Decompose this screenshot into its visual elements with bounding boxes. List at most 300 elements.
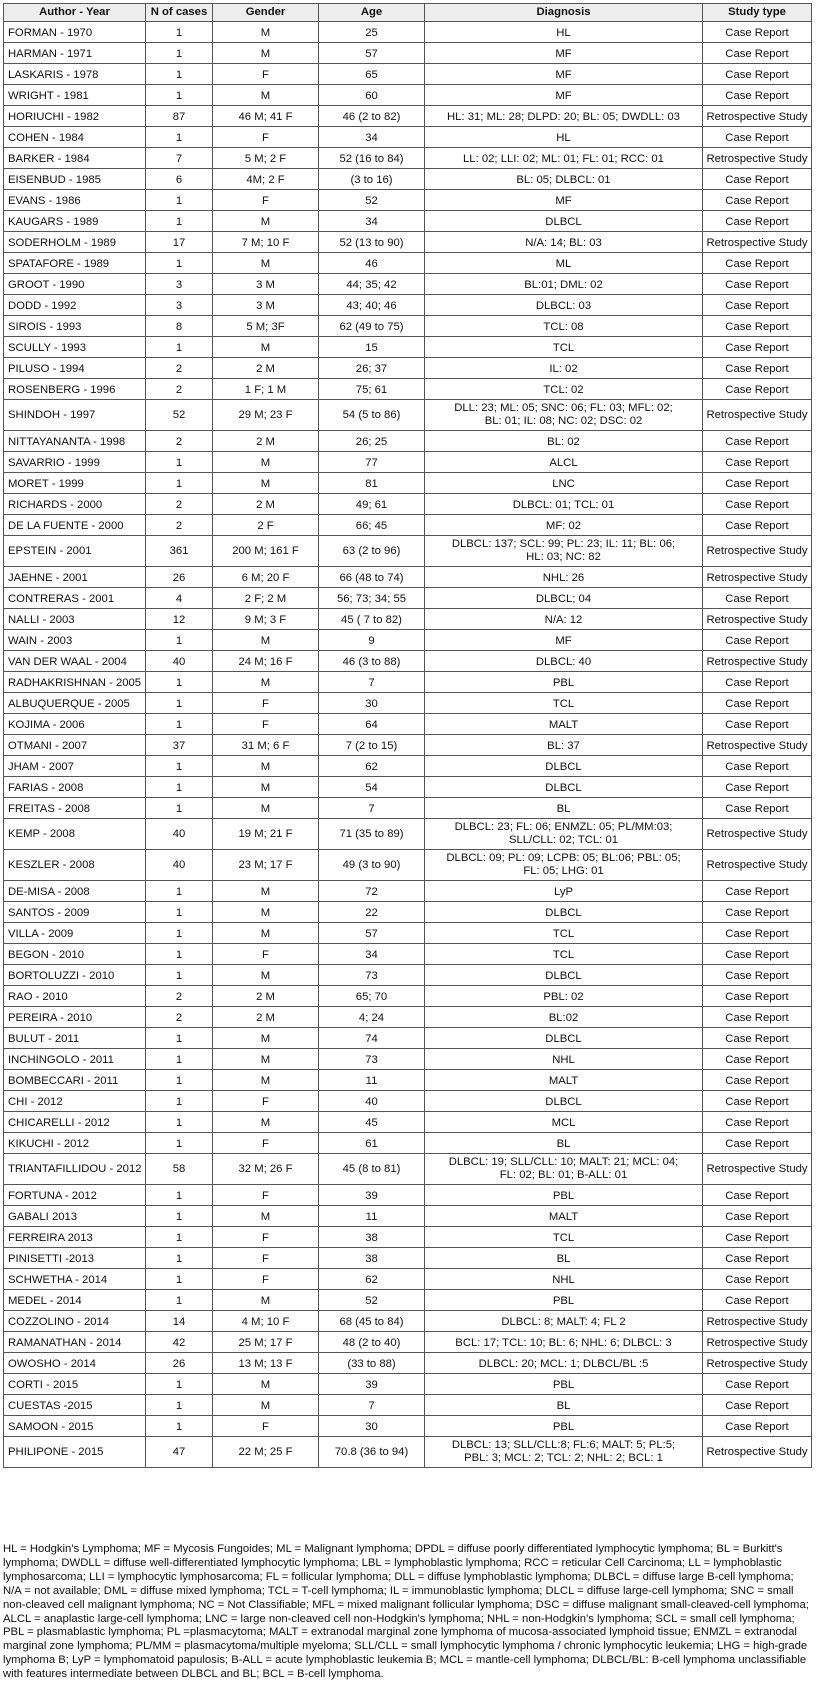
- cell-age: 54 (5 to 86): [319, 400, 425, 431]
- cell-study-type: Case Report: [703, 1070, 812, 1091]
- cell-age: 39: [319, 1185, 425, 1206]
- cell-gender: 4 M; 10 F: [213, 1311, 319, 1332]
- cell-study-type: Case Report: [703, 986, 812, 1007]
- cell-study-type: Case Report: [703, 473, 812, 494]
- cell-age: 25: [319, 22, 425, 43]
- cell-age: 38: [319, 1248, 425, 1269]
- cell-gender: M: [213, 881, 319, 902]
- cell-gender: F: [213, 1091, 319, 1112]
- table-row: [4, 473, 812, 494]
- cell-gender: M: [213, 756, 319, 777]
- cell-age: 39: [319, 1374, 425, 1395]
- table-row: [4, 1028, 812, 1049]
- cell-study-type: Case Report: [703, 43, 812, 64]
- cell-diagnosis: TCL: [425, 944, 703, 965]
- cell-study-type: Retrospective Study: [703, 1353, 812, 1374]
- cell-age: 45: [319, 1112, 425, 1133]
- cell-n-of-cases: 1: [146, 1091, 213, 1112]
- cell-author-year: BEGON - 2010: [4, 944, 146, 965]
- cell-n-of-cases: 40: [146, 850, 213, 881]
- cell-n-of-cases: 1: [146, 1049, 213, 1070]
- table-row: [4, 211, 812, 232]
- cell-study-type: Case Report: [703, 22, 812, 43]
- cell-n-of-cases: 2: [146, 1007, 213, 1028]
- cell-diagnosis: N/A: 12: [425, 609, 703, 630]
- cell-n-of-cases: 2: [146, 986, 213, 1007]
- cell-author-year: COHEN - 1984: [4, 127, 146, 148]
- cell-author-year: KIKUCHI - 2012: [4, 1133, 146, 1154]
- cell-n-of-cases: 1: [146, 630, 213, 651]
- cell-study-type: Retrospective Study: [703, 850, 812, 881]
- cell-diagnosis: MALT: [425, 714, 703, 735]
- cell-age: 34: [319, 211, 425, 232]
- cell-age: 48 (2 to 40): [319, 1332, 425, 1353]
- cell-gender: M: [213, 630, 319, 651]
- cell-author-year: SHINDOH - 1997: [4, 400, 146, 431]
- cell-n-of-cases: 6: [146, 169, 213, 190]
- cell-author-year: BORTOLUZZI - 2010: [4, 965, 146, 986]
- cell-age: 65; 70: [319, 986, 425, 1007]
- table-row: [4, 965, 812, 986]
- cell-n-of-cases: 52: [146, 400, 213, 431]
- header-study-type: Study type: [703, 4, 812, 22]
- cell-diagnosis: NHL: 26: [425, 567, 703, 588]
- cell-diagnosis: DLBCL: 13; SLL/CLL:8; FL:6; MALT: 5; PL:5; PBL: 3; MCL: 2; TCL: 2; NHL: 2; BCL: 1: [425, 1437, 703, 1468]
- cell-n-of-cases: 1: [146, 1185, 213, 1206]
- cell-n-of-cases: 1: [146, 127, 213, 148]
- cell-n-of-cases: 1: [146, 944, 213, 965]
- cell-study-type: Case Report: [703, 452, 812, 473]
- cell-study-type: Retrospective Study: [703, 232, 812, 253]
- cell-diagnosis: LL: 02; LLI: 02; ML: 01; FL: 01; RCC: 01: [425, 148, 703, 169]
- cell-gender: 2 F: [213, 515, 319, 536]
- cell-n-of-cases: 87: [146, 106, 213, 127]
- cell-gender: M: [213, 85, 319, 106]
- cell-author-year: OTMANI - 2007: [4, 735, 146, 756]
- cell-gender: M: [213, 1070, 319, 1091]
- cell-author-year: RICHARDS - 2000: [4, 494, 146, 515]
- cell-n-of-cases: 3: [146, 274, 213, 295]
- cell-diagnosis: PBL: [425, 1185, 703, 1206]
- cell-study-type: Case Report: [703, 358, 812, 379]
- cell-n-of-cases: 1: [146, 64, 213, 85]
- cell-diagnosis: DLBCL: [425, 965, 703, 986]
- cell-diagnosis: HL: 31; ML: 28; DLPD: 20; BL: 05; DWDLL: 03: [425, 106, 703, 127]
- cell-study-type: Retrospective Study: [703, 819, 812, 850]
- cell-age: 38: [319, 1227, 425, 1248]
- cell-diagnosis: DLBCL: [425, 1028, 703, 1049]
- table-row: [4, 1248, 812, 1269]
- cell-gender: F: [213, 714, 319, 735]
- cell-study-type: Case Report: [703, 85, 812, 106]
- cell-age: 30: [319, 1416, 425, 1437]
- cell-study-type: Case Report: [703, 965, 812, 986]
- cell-diagnosis: PBL: 02: [425, 986, 703, 1007]
- table-row: [4, 1133, 812, 1154]
- cell-author-year: FERREIRA 2013: [4, 1227, 146, 1248]
- cell-age: 4; 24: [319, 1007, 425, 1028]
- cell-gender: 23 M; 17 F: [213, 850, 319, 881]
- cell-study-type: Case Report: [703, 211, 812, 232]
- cell-study-type: Retrospective Study: [703, 1311, 812, 1332]
- cell-diagnosis: MALT: [425, 1070, 703, 1091]
- cell-author-year: JHAM - 2007: [4, 756, 146, 777]
- cell-study-type: Case Report: [703, 672, 812, 693]
- cell-diagnosis: NHL: [425, 1049, 703, 1070]
- cell-study-type: Case Report: [703, 1049, 812, 1070]
- table-row: [4, 1290, 812, 1311]
- table-row: [4, 295, 812, 316]
- cell-n-of-cases: 1: [146, 1269, 213, 1290]
- cell-author-year: WRIGHT - 1981: [4, 85, 146, 106]
- cell-age: 52: [319, 1290, 425, 1311]
- cell-gender: F: [213, 64, 319, 85]
- cell-diagnosis: ML: [425, 253, 703, 274]
- cell-diagnosis: PBL: [425, 1416, 703, 1437]
- cell-author-year: PEREIRA - 2010: [4, 1007, 146, 1028]
- cell-author-year: JAEHNE - 2001: [4, 567, 146, 588]
- cell-age: 52 (13 to 90): [319, 232, 425, 253]
- cell-n-of-cases: 1: [146, 452, 213, 473]
- cell-gender: 29 M; 23 F: [213, 400, 319, 431]
- cell-gender: M: [213, 965, 319, 986]
- table-row: [4, 148, 812, 169]
- cell-age: 7: [319, 672, 425, 693]
- cell-author-year: TRIANTAFILLIDOU - 2012: [4, 1154, 146, 1185]
- cell-age: 73: [319, 1049, 425, 1070]
- cell-gender: F: [213, 127, 319, 148]
- table-row: [4, 400, 812, 431]
- cell-author-year: DE LA FUENTE - 2000: [4, 515, 146, 536]
- cell-n-of-cases: 17: [146, 232, 213, 253]
- cell-age: (3 to 16): [319, 169, 425, 190]
- table-row: [4, 798, 812, 819]
- cell-gender: F: [213, 1133, 319, 1154]
- cell-n-of-cases: 1: [146, 965, 213, 986]
- cell-study-type: Retrospective Study: [703, 1332, 812, 1353]
- cell-author-year: KAUGARS - 1989: [4, 211, 146, 232]
- cell-author-year: PHILIPONE - 2015: [4, 1437, 146, 1468]
- cell-author-year: FORTUNA - 2012: [4, 1185, 146, 1206]
- cell-study-type: Case Report: [703, 944, 812, 965]
- table-row: [4, 1070, 812, 1091]
- cell-n-of-cases: 26: [146, 1353, 213, 1374]
- cell-diagnosis: MF: [425, 64, 703, 85]
- table-row: [4, 609, 812, 630]
- header-author-year: Author - Year: [4, 4, 146, 22]
- cell-gender: 2 F; 2 M: [213, 588, 319, 609]
- cell-age: 34: [319, 944, 425, 965]
- cell-study-type: Case Report: [703, 274, 812, 295]
- cell-author-year: ALBUQUERQUE - 2005: [4, 693, 146, 714]
- cell-gender: 19 M; 21 F: [213, 819, 319, 850]
- table-row: [4, 1206, 812, 1227]
- table-row: [4, 379, 812, 400]
- cell-n-of-cases: 1: [146, 1028, 213, 1049]
- cell-gender: 3 M: [213, 295, 319, 316]
- cell-author-year: ROSENBERG - 1996: [4, 379, 146, 400]
- cell-study-type: Case Report: [703, 588, 812, 609]
- cell-diagnosis: DLBCL: [425, 756, 703, 777]
- cell-n-of-cases: 12: [146, 609, 213, 630]
- cell-gender: M: [213, 1395, 319, 1416]
- cell-author-year: OWOSHO - 2014: [4, 1353, 146, 1374]
- cell-study-type: Case Report: [703, 1206, 812, 1227]
- cell-age: 46 (3 to 88): [319, 651, 425, 672]
- cell-gender: 9 M; 3 F: [213, 609, 319, 630]
- cell-age: 74: [319, 1028, 425, 1049]
- cell-author-year: FORMAN - 1970: [4, 22, 146, 43]
- cell-diagnosis: MF: [425, 630, 703, 651]
- cell-study-type: Case Report: [703, 1133, 812, 1154]
- cell-gender: 32 M; 26 F: [213, 1154, 319, 1185]
- cell-age: 11: [319, 1206, 425, 1227]
- cell-study-type: Case Report: [703, 1007, 812, 1028]
- cell-diagnosis: BL:01; DML: 02: [425, 274, 703, 295]
- table-row: [4, 567, 812, 588]
- cell-age: 66 (48 to 74): [319, 567, 425, 588]
- cell-age: 46 (2 to 82): [319, 106, 425, 127]
- table-row: [4, 1185, 812, 1206]
- table-row: [4, 494, 812, 515]
- cell-n-of-cases: 1: [146, 714, 213, 735]
- table-row: [4, 337, 812, 358]
- cell-study-type: Case Report: [703, 316, 812, 337]
- cell-diagnosis: BCL: 17; TCL: 10; BL: 6; NHL: 6; DLBCL: 3: [425, 1332, 703, 1353]
- table-row: [4, 169, 812, 190]
- cell-age: 11: [319, 1070, 425, 1091]
- cell-n-of-cases: 1: [146, 881, 213, 902]
- cell-study-type: Case Report: [703, 902, 812, 923]
- cell-author-year: SAVARRIO - 1999: [4, 452, 146, 473]
- cell-study-type: Case Report: [703, 798, 812, 819]
- table-row: [4, 1112, 812, 1133]
- cell-n-of-cases: 1: [146, 253, 213, 274]
- cell-gender: M: [213, 337, 319, 358]
- cell-diagnosis: DLBCL: [425, 1091, 703, 1112]
- cell-study-type: Retrospective Study: [703, 1437, 812, 1468]
- cell-diagnosis: IL: 02: [425, 358, 703, 379]
- header-gender: Gender: [213, 4, 319, 22]
- cell-n-of-cases: 2: [146, 379, 213, 400]
- cell-gender: M: [213, 22, 319, 43]
- cell-n-of-cases: 58: [146, 1154, 213, 1185]
- cell-diagnosis: MCL: [425, 1112, 703, 1133]
- cell-gender: F: [213, 1227, 319, 1248]
- table-row: [4, 881, 812, 902]
- table-row: [4, 819, 812, 850]
- cell-study-type: Retrospective Study: [703, 651, 812, 672]
- table-row: [4, 515, 812, 536]
- cell-gender: 24 M; 16 F: [213, 651, 319, 672]
- table-body: [4, 22, 812, 1468]
- cell-gender: M: [213, 923, 319, 944]
- cell-author-year: SIROIS - 1993: [4, 316, 146, 337]
- header-diagnosis: Diagnosis: [425, 4, 703, 22]
- cell-gender: M: [213, 777, 319, 798]
- cell-diagnosis: HL: [425, 127, 703, 148]
- cell-diagnosis: NHL: [425, 1269, 703, 1290]
- cell-study-type: Case Report: [703, 190, 812, 211]
- table-row: [4, 431, 812, 452]
- cell-study-type: Retrospective Study: [703, 609, 812, 630]
- table-row: [4, 588, 812, 609]
- cell-study-type: Retrospective Study: [703, 148, 812, 169]
- cell-age: 73: [319, 965, 425, 986]
- cell-author-year: BOMBECCARI - 2011: [4, 1070, 146, 1091]
- cell-study-type: Retrospective Study: [703, 1154, 812, 1185]
- cell-study-type: Case Report: [703, 714, 812, 735]
- cell-author-year: EVANS - 1986: [4, 190, 146, 211]
- cell-author-year: SPATAFORE - 1989: [4, 253, 146, 274]
- cell-age: 70.8 (36 to 94): [319, 1437, 425, 1468]
- cell-gender: 31 M; 6 F: [213, 735, 319, 756]
- cell-age: 66; 45: [319, 515, 425, 536]
- table-row: [4, 316, 812, 337]
- cell-study-type: Case Report: [703, 1227, 812, 1248]
- cell-study-type: Case Report: [703, 756, 812, 777]
- cell-n-of-cases: 1: [146, 337, 213, 358]
- cell-age: 22: [319, 902, 425, 923]
- cell-diagnosis: BL: 05; DLBCL: 01: [425, 169, 703, 190]
- header-age: Age: [319, 4, 425, 22]
- cell-study-type: Case Report: [703, 693, 812, 714]
- cell-study-type: Case Report: [703, 379, 812, 400]
- table-row: [4, 452, 812, 473]
- cell-author-year: KESZLER - 2008: [4, 850, 146, 881]
- table-row: [4, 630, 812, 651]
- cell-gender: 46 M; 41 F: [213, 106, 319, 127]
- cell-gender: 2 M: [213, 431, 319, 452]
- cell-n-of-cases: 47: [146, 1437, 213, 1468]
- table-row: [4, 106, 812, 127]
- cell-n-of-cases: 2: [146, 494, 213, 515]
- cell-age: 49 (3 to 90): [319, 850, 425, 881]
- cell-diagnosis: TCL: [425, 693, 703, 714]
- table-row: [4, 944, 812, 965]
- table-row: [4, 85, 812, 106]
- cell-age: 43; 40; 46: [319, 295, 425, 316]
- cell-diagnosis: MF: [425, 190, 703, 211]
- cell-study-type: Case Report: [703, 494, 812, 515]
- cell-author-year: RAO - 2010: [4, 986, 146, 1007]
- cell-gender: 2 M: [213, 494, 319, 515]
- cell-n-of-cases: 7: [146, 148, 213, 169]
- table-row: [4, 651, 812, 672]
- cell-gender: F: [213, 1416, 319, 1437]
- cell-diagnosis: DLBCL: 19; SLL/CLL: 10; MALT: 21; MCL: 04; FL: 02; BL: 01; B-ALL: 01: [425, 1154, 703, 1185]
- cell-author-year: GROOT - 1990: [4, 274, 146, 295]
- cell-author-year: KEMP - 2008: [4, 819, 146, 850]
- table-row: [4, 274, 812, 295]
- cell-diagnosis: DLBCL: 23; FL: 06; ENMZL: 05; PL/MM:03; SLL/CLL: 02; TCL: 01: [425, 819, 703, 850]
- cell-n-of-cases: 2: [146, 515, 213, 536]
- cell-study-type: Case Report: [703, 127, 812, 148]
- cell-study-type: Case Report: [703, 169, 812, 190]
- cell-author-year: PINISETTI -2013: [4, 1248, 146, 1269]
- cell-study-type: Case Report: [703, 1374, 812, 1395]
- cell-age: 45 ( 7 to 82): [319, 609, 425, 630]
- cell-author-year: VILLA - 2009: [4, 923, 146, 944]
- table-row: [4, 1227, 812, 1248]
- cell-age: 34: [319, 127, 425, 148]
- cell-n-of-cases: 1: [146, 1248, 213, 1269]
- cell-diagnosis: DLBCL: 8; MALT: 4; FL 2: [425, 1311, 703, 1332]
- cell-age: 56; 73; 34; 55: [319, 588, 425, 609]
- cell-diagnosis: DLBCL: [425, 902, 703, 923]
- cell-n-of-cases: 14: [146, 1311, 213, 1332]
- cell-author-year: SCHWETHA - 2014: [4, 1269, 146, 1290]
- cell-age: 77: [319, 452, 425, 473]
- cell-diagnosis: DLBCL: 40: [425, 651, 703, 672]
- cell-author-year: MEDEL - 2014: [4, 1290, 146, 1311]
- cell-gender: 2 M: [213, 986, 319, 1007]
- cell-diagnosis: HL: [425, 22, 703, 43]
- cell-n-of-cases: 3: [146, 295, 213, 316]
- cell-n-of-cases: 26: [146, 567, 213, 588]
- cell-diagnosis: BL: [425, 1395, 703, 1416]
- cell-diagnosis: PBL: [425, 1290, 703, 1311]
- cell-age: 7: [319, 1395, 425, 1416]
- cell-n-of-cases: 4: [146, 588, 213, 609]
- cell-n-of-cases: 40: [146, 819, 213, 850]
- cell-age: 9: [319, 630, 425, 651]
- cell-age: 68 (45 to 84): [319, 1311, 425, 1332]
- cell-diagnosis: DLBCL: 03: [425, 295, 703, 316]
- cell-author-year: CUESTAS -2015: [4, 1395, 146, 1416]
- cell-author-year: INCHINGOLO - 2011: [4, 1049, 146, 1070]
- cell-diagnosis: DLBCL: 09; PL: 09; LCPB: 05; BL:06; PBL: 05; FL: 05; LHG: 01: [425, 850, 703, 881]
- cell-study-type: Case Report: [703, 1416, 812, 1437]
- cell-n-of-cases: 1: [146, 1070, 213, 1091]
- cell-author-year: WAIN - 2003: [4, 630, 146, 651]
- cell-age: 60: [319, 85, 425, 106]
- cell-study-type: Case Report: [703, 64, 812, 85]
- cell-author-year: CORTI - 2015: [4, 1374, 146, 1395]
- cell-gender: M: [213, 473, 319, 494]
- cell-study-type: Case Report: [703, 431, 812, 452]
- cell-gender: 1 F; 1 M: [213, 379, 319, 400]
- cell-n-of-cases: 1: [146, 777, 213, 798]
- cell-study-type: Case Report: [703, 881, 812, 902]
- cell-diagnosis: TCL: [425, 1227, 703, 1248]
- cell-age: 81: [319, 473, 425, 494]
- cell-author-year: EPSTEIN - 2001: [4, 536, 146, 567]
- cell-n-of-cases: 1: [146, 1133, 213, 1154]
- table-row: [4, 232, 812, 253]
- cell-gender: F: [213, 1248, 319, 1269]
- cell-study-type: Case Report: [703, 777, 812, 798]
- cell-diagnosis: LNC: [425, 473, 703, 494]
- cell-author-year: EISENBUD - 1985: [4, 169, 146, 190]
- cell-n-of-cases: 1: [146, 923, 213, 944]
- cell-author-year: KOJIMA - 2006: [4, 714, 146, 735]
- cell-age: 62: [319, 1269, 425, 1290]
- cell-age: 61: [319, 1133, 425, 1154]
- table-row: [4, 253, 812, 274]
- cell-study-type: Case Report: [703, 1290, 812, 1311]
- cell-gender: F: [213, 190, 319, 211]
- table-row: [4, 1374, 812, 1395]
- cell-age: 52 (16 to 84): [319, 148, 425, 169]
- table-row: [4, 735, 812, 756]
- cell-age: 64: [319, 714, 425, 735]
- cell-study-type: Retrospective Study: [703, 735, 812, 756]
- cell-diagnosis: MALT: [425, 1206, 703, 1227]
- table-row: [4, 127, 812, 148]
- cell-gender: M: [213, 1112, 319, 1133]
- cell-study-type: Case Report: [703, 1395, 812, 1416]
